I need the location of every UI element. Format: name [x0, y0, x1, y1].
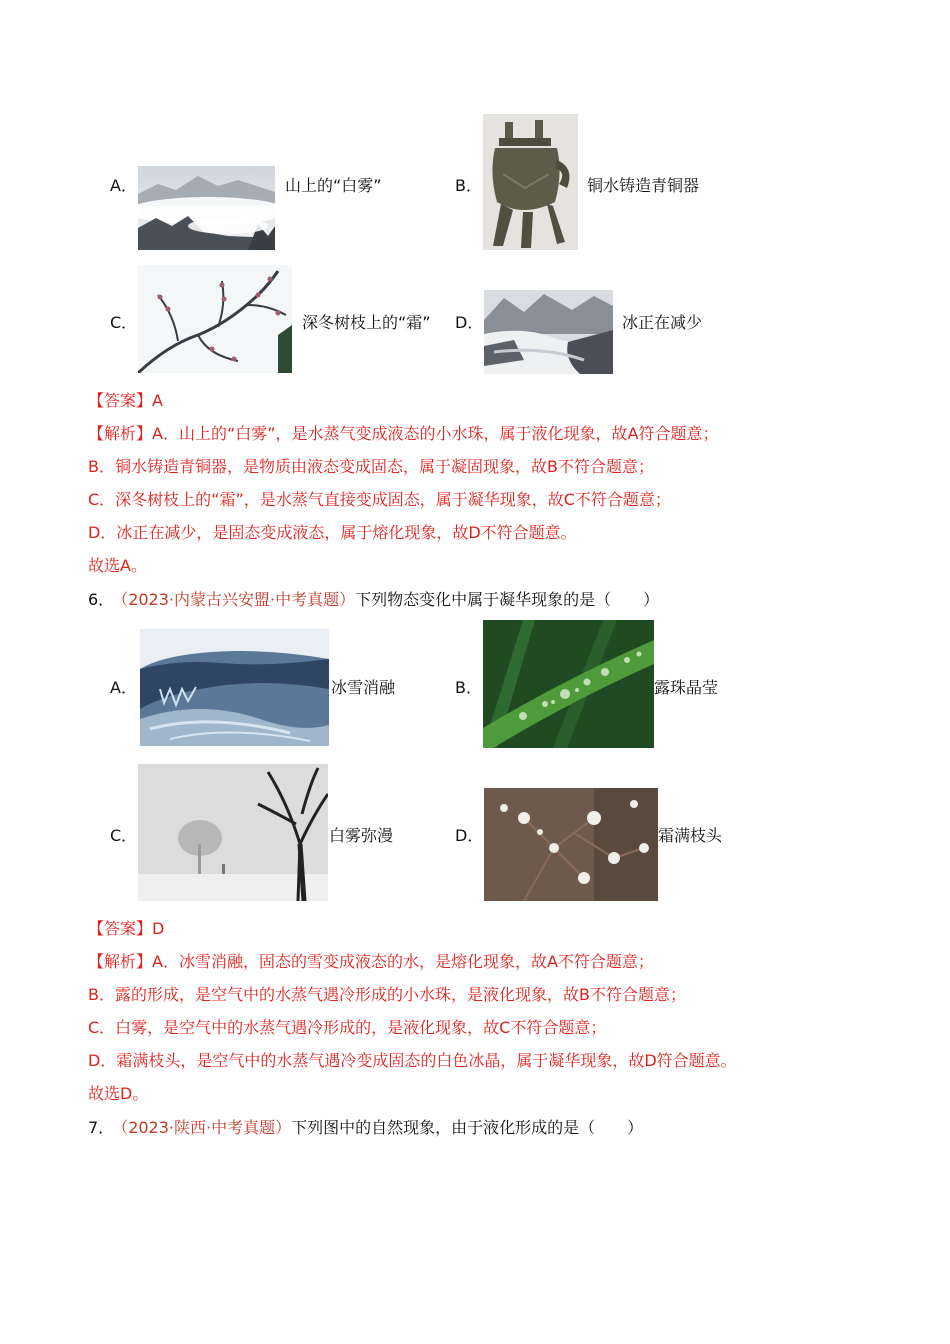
- q6-option-d-label: 霜满枝头: [658, 826, 723, 845]
- q6-stem: 下列物态变化中属于凝华现象的是（ ）: [355, 590, 660, 609]
- q6-option-c-label: 白雾弥漫: [329, 826, 394, 845]
- q5-option-a-image: [138, 166, 275, 250]
- q5-option-c-image: [138, 265, 292, 373]
- q5-analysis-line: D．冰正在减少，是固态变成液态，属于熔化现象，故D不符合题意。: [88, 523, 577, 542]
- q5-option-b-letter: B．: [455, 176, 482, 195]
- q5-option-a-label: 山上的“白雾”: [285, 176, 382, 195]
- q5-option-d-image: [484, 290, 613, 374]
- q6-answer: 【答案】D: [88, 919, 165, 938]
- q6-option-d-image: [484, 788, 658, 901]
- q6-analysis-line: C．白雾，是空气中的水蒸气遇冷形成的，是液化现象，故C不符合题意；: [88, 1018, 607, 1037]
- q7-number: 7．: [88, 1118, 115, 1137]
- q5-conclusion: 故选A。: [88, 556, 147, 575]
- q6-stem-line: [88, 590, 659, 610]
- q5-option-b-label: 铜水铸造青铜器: [587, 176, 700, 195]
- q6-option-b-image: [483, 620, 654, 748]
- q6-option-c-image: [138, 764, 328, 901]
- q7-source: （2023·陕西·中考真题）: [120, 1118, 292, 1137]
- q6-option-b-letter: B．: [455, 678, 482, 697]
- q6-analysis-line: B．露的形成，是空气中的水蒸气遇冷形成的小水珠，是液化现象，故B不符合题意；: [88, 985, 686, 1004]
- q6-option-a-letter: A．: [110, 678, 137, 697]
- q6-option-a-image: [140, 629, 329, 746]
- q6-option-b-label: 露珠晶莹: [654, 678, 719, 697]
- q6-option-c-letter: C．: [110, 826, 138, 845]
- q5-option-b-image: [483, 114, 578, 250]
- q5-analysis-line: 【解析】A．山上的“白雾”，是水蒸气变成液态的小水珠，属于液化现象，故A符合题意；: [88, 424, 719, 443]
- q5-option-d-label: 冰正在减少: [622, 313, 703, 332]
- q6-option-a-label: 冰雪消融: [331, 678, 396, 697]
- q6-analysis-line: D．霜满枝头，是空气中的水蒸气遇冷变成固态的白色冰晶，属于凝华现象，故D符合题意。: [88, 1051, 737, 1070]
- q6-source: （2023·内蒙古兴安盟·中考真题）: [120, 590, 356, 609]
- q5-answer: 【答案】A: [88, 391, 163, 410]
- q7-stem-line: [88, 1118, 643, 1138]
- q5-option-d-letter: D．: [455, 313, 484, 332]
- q6-conclusion: 故选D。: [88, 1084, 149, 1103]
- q6-option-d-letter: D．: [455, 826, 484, 845]
- q5-option-a-letter: A．: [110, 176, 137, 195]
- q5-analysis-line: B．铜水铸造青铜器，是物质由液态变成固态，属于凝固现象，故B不符合题意；: [88, 457, 654, 476]
- q6-number: 6．: [88, 590, 115, 609]
- q5-option-c-letter: C．: [110, 313, 138, 332]
- q6-analysis-line: 【解析】A．冰雪消融，固态的雪变成液态的水，是熔化现象，故A不符合题意；: [88, 952, 654, 971]
- q5-analysis-line: C．深冬树枝上的“霜”，是水蒸气直接变成固态，属于凝华现象，故C不符合题意；: [88, 490, 671, 509]
- q5-option-c-label: 深冬树枝上的“霜”: [302, 313, 431, 332]
- q7-stem: 下列图中的自然现象，由于液化形成的是（ ）: [291, 1118, 644, 1137]
